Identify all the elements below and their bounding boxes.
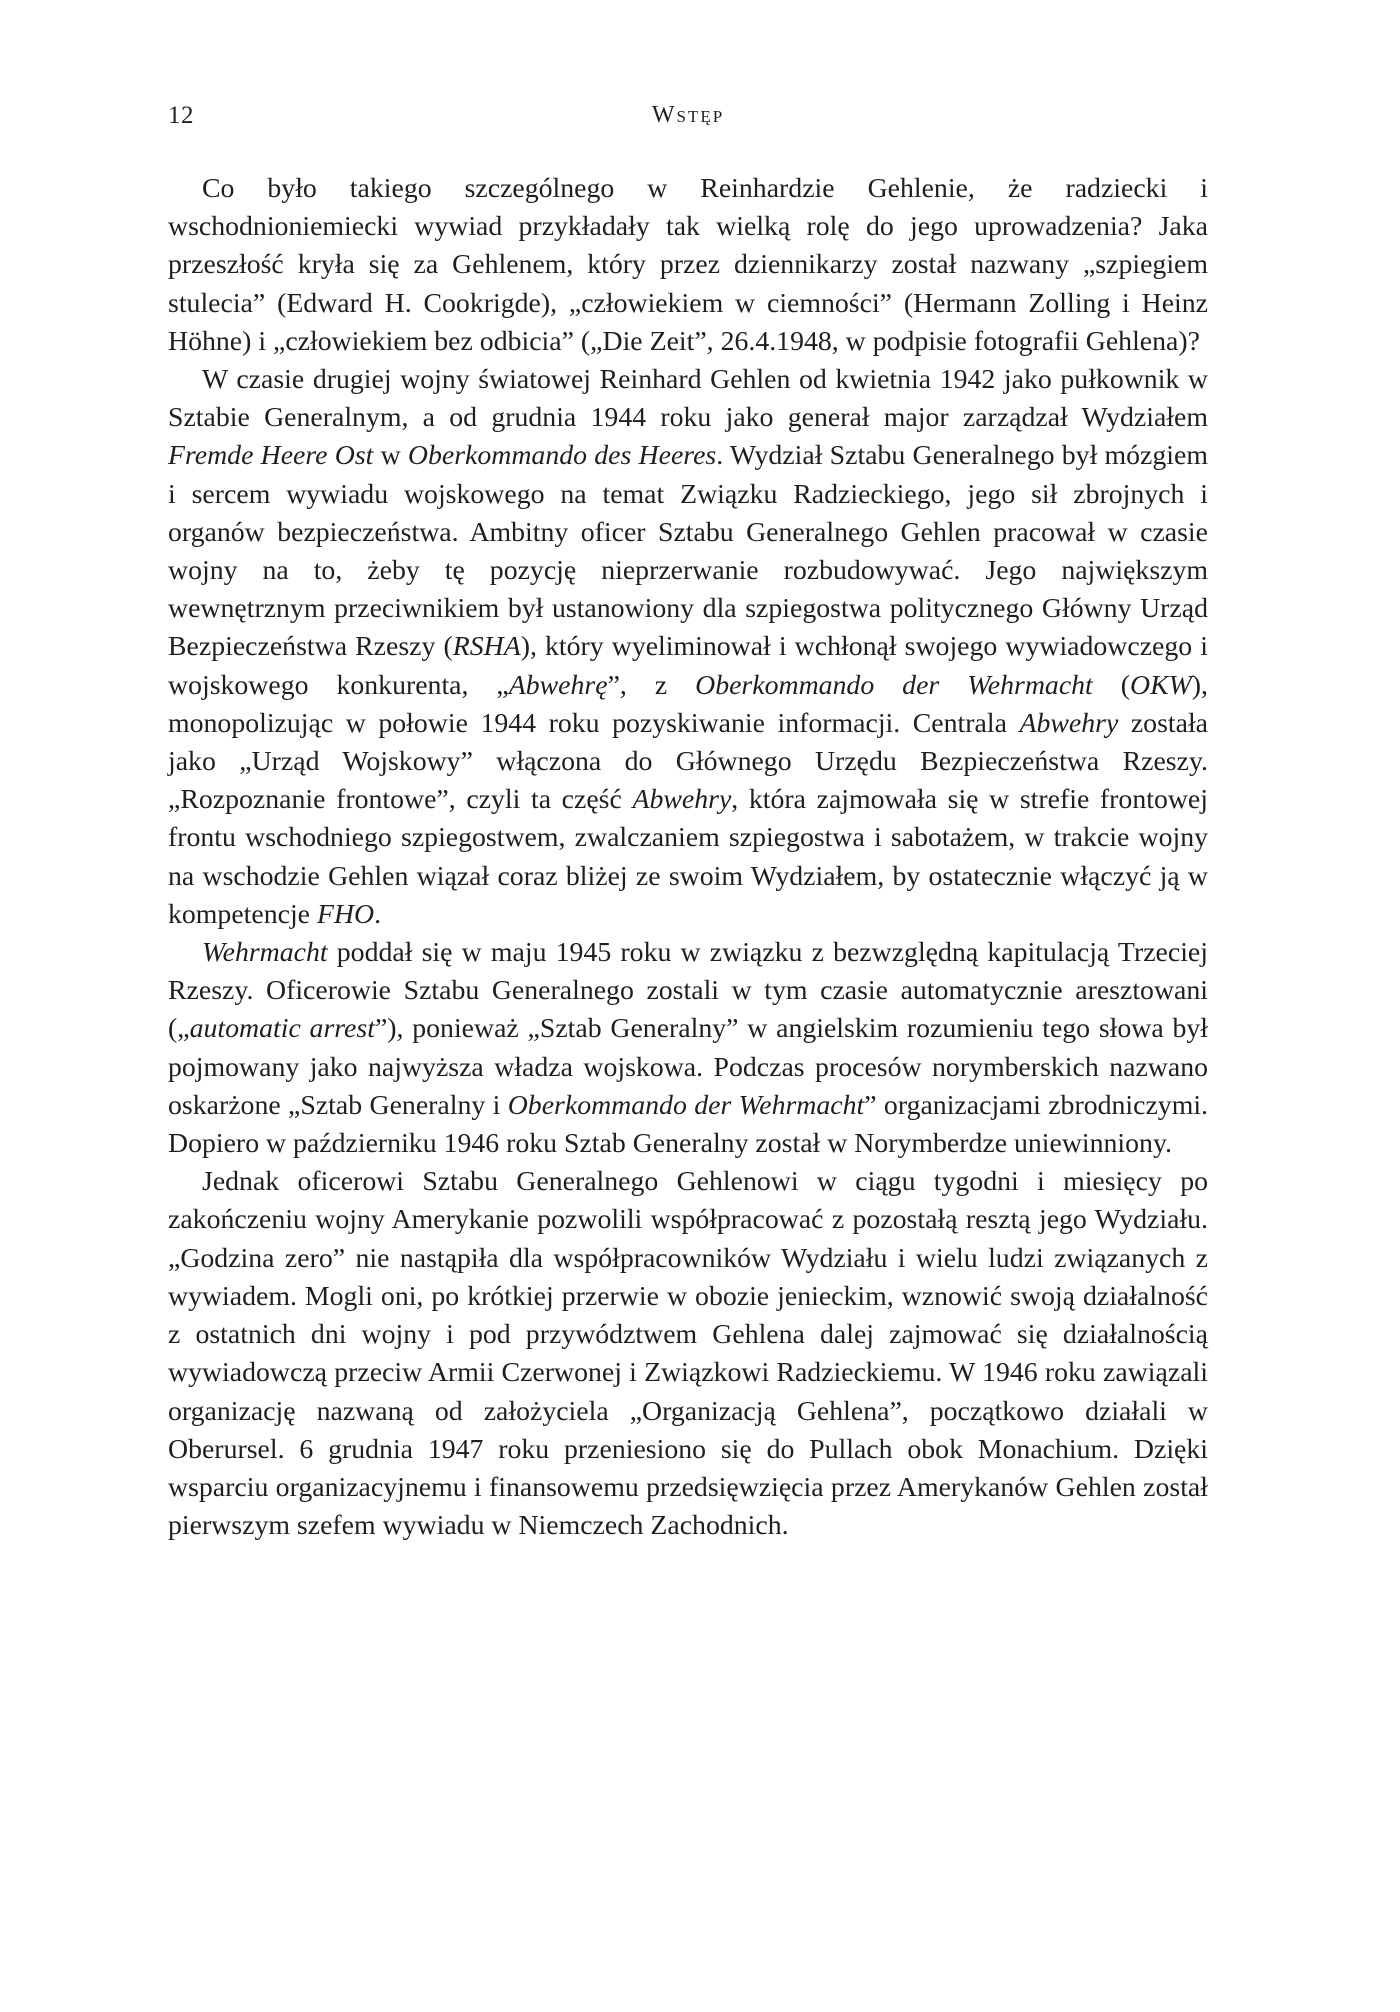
text-run: . Wydział Sztabu Generalnego był mózgiem i sercem wywiadu wojskowego na temat Związku Radzieckiego, jego sił zbrojnych i organów bezpieczeństwa. Ambitny oficer Sztabu Generalnego Gehlen pracował w czasie wojny na to, żeby tę pozycję nieprzerwanie rozbudowywać. Jego największym wewnętrznym przeciwnikiem był ustanowiony dla szpiegostwa politycznego Główny Urząd Bezpieczeństwa Rzeszy ( bbox=[168, 440, 1208, 663]
italic-text-run: automatic arrest bbox=[189, 1013, 375, 1045]
text-run: została jako „Urząd Wojskowy” włączona do Głównego Urzędu Bezpieczeństwa Rzeszy. „Rozpoznanie frontowe”, czyli ta część bbox=[168, 707, 1209, 816]
text-run: w bbox=[373, 440, 408, 472]
paragraph bbox=[168, 1163, 1208, 1545]
text-run: poddał się w maju 1945 roku w związku z bezwzględną kapitulacją Trzeciej Rzeszy. Oficerowie Sztabu Generalnego zostali w tym czasie automatycznie aresztowani („ bbox=[168, 937, 1208, 1045]
italic-text-run: Fremde Heere Ost bbox=[168, 440, 374, 472]
italic-text-run: Oberkommando der Wehrmacht bbox=[695, 669, 1093, 701]
text-run: Jednak oficerowi Sztabu Generalnego Gehlenowi w ciągu tygodni i miesięcy po zakończeniu wojny Amerykanie pozwolili współpracować z pozostałą resztą jego Wydziału. „Godzina zero” nie nastąpiła dla współpracowników Wydziału i wielu ludzi związanych z wywiadem. Mogli oni, po krótkiej przerwie w obozie jenieckim, wznowić swoją działalność z ostatnich dni wojny i pod przywództwem Gehlena dalej zajmować się działalnością wywiadowczą przeciw Armii Czerwonej i Związkowi Radzieckiemu. W 1946 roku zawiązali organizację nazwaną od założyciela „Organizacją Gehlena”, początkowo działali w Oberursel. 6 grudnia 1947 roku przeniesiono się do Pullach obok Monachium. Dzięki wsparciu organizacyjnemu i finansowemu przedsięwzięcia przez Amerykanów Gehlen został pierwszym szefem wywiadu w Niemczech Zachodnich. bbox=[168, 1166, 1208, 1542]
body-text bbox=[168, 170, 1208, 1545]
text-run: ”, z bbox=[607, 669, 696, 701]
section-title: Wstęp bbox=[651, 102, 725, 128]
text-run: ” organizacjami zbrodniczymi. Dopiero w październiku 1946 roku Sztab Generalny został w Norymberdze uniewinniony. bbox=[168, 1089, 1208, 1160]
italic-text-run: FHO bbox=[316, 898, 375, 930]
text-run: ), monopolizując w połowie 1944 roku pozyskiwanie informacji. Centrala bbox=[168, 669, 1208, 739]
italic-text-run: Wehrmacht bbox=[202, 937, 328, 969]
italic-text-run: Abwehrę bbox=[508, 669, 608, 701]
page-number: 12 bbox=[168, 102, 194, 129]
paragraph bbox=[168, 934, 1208, 1163]
italic-text-run: Oberkommando des Heeres bbox=[407, 440, 717, 472]
italic-text-run: OKW bbox=[1130, 669, 1192, 701]
paragraph bbox=[168, 361, 1208, 934]
text-run: . bbox=[374, 898, 382, 930]
italic-text-run: Oberkommando der Wehrmacht bbox=[507, 1089, 865, 1121]
running-head bbox=[168, 102, 1208, 138]
text-run: ( bbox=[1092, 669, 1130, 701]
text-run: Co było takiego szczególnego w Reinhardzie Gehlenie, że radziecki i wschodnioniemiecki wywiad przykładały tak wielką rolę do jego uprowadzenia? Jaka przeszłość kryła się za Gehlenem, który przez dziennikarzy został nazwany „szpiegiem stulecia” (Edward H. Cookrigde), „człowiekiem w ciemności” (Hermann Zolling i Heinz Höhne) i „człowiekiem bez odbicia” („Die Zeit”, 26.4.1948, w podpisie fotografii Gehlena)? bbox=[168, 173, 1208, 357]
text-run: W czasie drugiej wojny światowej Reinhard Gehlen od kwietnia 1942 jako pułkownik w Sztabie Generalnym, a od grudnia 1944 roku jako generał major zarządzał Wydziałem bbox=[168, 364, 1208, 434]
paragraph bbox=[168, 170, 1208, 361]
italic-text-run: Abwehry bbox=[632, 784, 732, 816]
text-run: , która zajmowała się w strefie frontowej frontu wschodniego szpiegostwem, zwalczaniem szpiegostwa i sabotażem, w trakcie wojny na wschodzie Gehlen wiązał coraz bliżej ze swoim Wydziałem, by ostatecznie włączyć ją w kompetencje bbox=[168, 784, 1208, 930]
text-run: ), który wyeliminował i wchłonął swojego wywiadowczego i wojskowego konkurenta, „ bbox=[168, 631, 1208, 701]
italic-text-run: RSHA bbox=[452, 631, 521, 663]
italic-text-run: Abwehry bbox=[1019, 707, 1119, 739]
text-run: ”), ponieważ „Sztab Generalny” w angielskim rozumieniu tego słowa był pojmowany jako najwyższa władza wojskowa. Podczas procesów norymberskich nazwano oskarżone „Sztab Generalny i bbox=[168, 1013, 1208, 1121]
